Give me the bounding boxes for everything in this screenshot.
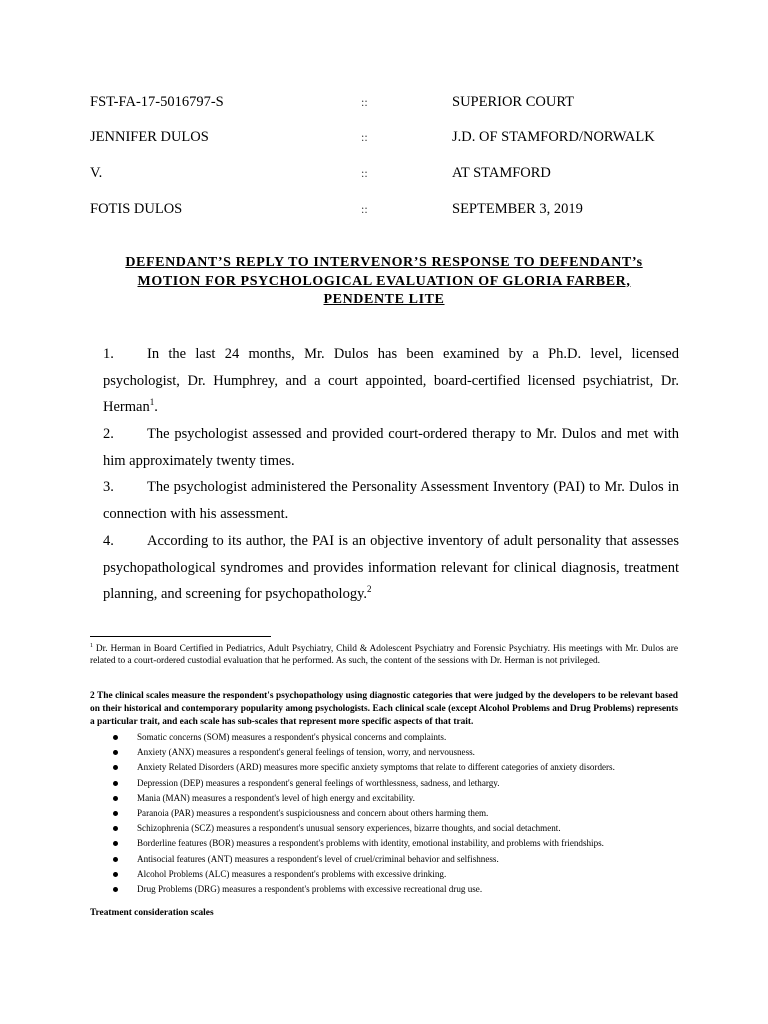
list-item-text: Anxiety Related Disorders (ARD) measures more specific anxiety symptoms that relate to different categories of anxiety disorders. [137,762,615,773]
list-item [0,822,768,837]
list-item-text: Depression (DEP) measures a respondent's general feelings of worthlessness, sadness, and lethargy. [137,777,500,788]
list-item [0,777,768,792]
list-item [0,746,768,761]
bullet-icon [113,857,118,862]
caption-separator: :: [361,130,368,144]
paragraph-text: The psychologist assessed and provided court-ordered therapy to Mr. Dulos and met with him approximately twenty times. [103,426,679,469]
footnote-text: Dr. Herman in Board Certified in Pediatrics, Adult Psychiatry, Child & Adolescent Psychiatry and Forensic Psychiatry. His meetings with Mr. Dulos are related to a court-ordered custodial evaluation that he performed. As such, the content of the sessions with Dr. Herman is not privileged. [90,644,678,667]
caption-separator: :: [361,95,368,109]
paragraph-1 [103,341,679,421]
list-item [0,761,768,776]
list-item-text: Somatic concerns (SOM) measures a respondent's physical concerns and complaints. [137,732,447,742]
paragraph-number: 4. [103,533,114,549]
defendant-name: FOTIS DULOS [90,201,183,217]
list-item [0,731,768,746]
bullet-icon [113,735,118,740]
title-line: DEFENDANT’S REPLY TO INTERVENOR’S RESPONSE TO DEFENDANT’s [125,255,643,270]
treatment-scales-heading: Treatment consideration scales [90,908,214,918]
list-item [0,792,768,807]
bullet-icon [113,872,118,877]
paragraph-text: According to its author, the PAI is an objective inventory of adult personality that assesses psychopathological syndromes and provides information relevant for clinical diagnosis, treatment planning, and screening for psychopathology. [103,533,679,602]
bullet-icon [113,781,118,786]
list-item-text: Paranoia (PAR) measures a respondent's suspiciousness and concern about others harming them. [137,807,489,818]
bullet-icon [113,841,118,846]
caption-separator: :: [361,202,368,216]
paragraph-number: 2. [103,426,114,442]
bullet-icon [113,826,118,831]
list-item [0,883,768,898]
paragraph-tail: . [154,399,158,415]
court-location: AT STAMFORD [452,165,551,181]
court-name: SUPERIOR COURT [452,94,574,110]
bullet-icon [113,811,118,816]
caption-row [0,165,768,187]
list-item [0,853,768,868]
list-item-text: Alcohol Problems (ALC) measures a respondent's problems with excessive drinking. [137,868,447,879]
bullet-icon [113,765,118,770]
list-item-text: Drug Problems (DRG) measures a respondent's problems with excessive recreational drug use. [137,883,483,894]
paragraph-2 [103,421,679,474]
title-line: MOTION FOR PSYCHOLOGICAL EVALUATION OF GLORIA FARBER, [137,273,631,289]
list-item [0,837,768,852]
filing-date: SEPTEMBER 3, 2019 [452,201,583,217]
paragraph-text: The psychologist administered the Personality Assessment Inventory (PAI) to Mr. Dulos in connection with his assessment. [103,479,679,522]
list-item-text: Mania (MAN) measures a respondent's level of high energy and excitability. [137,792,415,803]
bullet-icon [113,887,118,892]
paragraph-text: In the last 24 months, Mr. Dulos has been examined by a Ph.D. level, licensed psychologist, Dr. Humphrey, and a court appointed, board-certified licensed psychiatrist, Dr. Herman [103,346,679,415]
list-item-text: Borderline features (BOR) measures a respondent's problems with identity, emotional instability, and problems with friendships. [137,838,604,849]
bullet-icon [113,796,118,801]
footnote-divider [90,636,271,637]
paragraph-number: 1. [103,346,114,362]
document-title [100,254,668,310]
footnote-2: 2 The clinical scales measure the respondent's psychopathology using diagnostic categories that were judged by the developers to be relevant based on their historical and contemporary popularity among psychologists. Each clinical scale (except Alcohol Problems and Drug Problems) represents a particular trait, and each scale has sub-scales that represent more specific aspects of that trait. [90,691,678,727]
footnote-1 [90,643,678,668]
caption-row [0,94,768,116]
paragraph-number: 3. [103,479,114,495]
list-item-text: Antisocial features (ANT) measures a respondent's level of cruel/criminal behavior and selfishness. [137,853,499,864]
bullet-icon [113,750,118,755]
clinical-scales-list [0,731,768,898]
list-item-text: Schizophrenia (SCZ) measures a respondent's unusual sensory experiences, bizarre thoughts, and social detachment. [137,823,561,834]
plaintiff-name: JENNIFER DULOS [90,129,209,145]
list-item [0,868,768,883]
paragraph-3 [103,474,679,527]
versus-label: V. [90,165,103,181]
footnote-mark: 1 [90,642,93,649]
list-item-text: Anxiety (ANX) measures a respondent's general feelings of tension, worry, and nervousness. [137,747,475,758]
footnote-ref[interactable]: 2 [367,584,372,595]
list-item [0,807,768,822]
title-line: PENDENTE LITE [323,292,445,307]
caption-row [0,129,768,151]
footnote-ref[interactable]: 1 [149,397,155,408]
docket-number: FST-FA-17-5016797-S [90,94,224,110]
judicial-district: J.D. OF STAMFORD/NORWALK [452,129,655,145]
paragraph-4 [103,528,679,608]
caption-separator: :: [361,166,368,180]
caption-row [0,201,768,223]
